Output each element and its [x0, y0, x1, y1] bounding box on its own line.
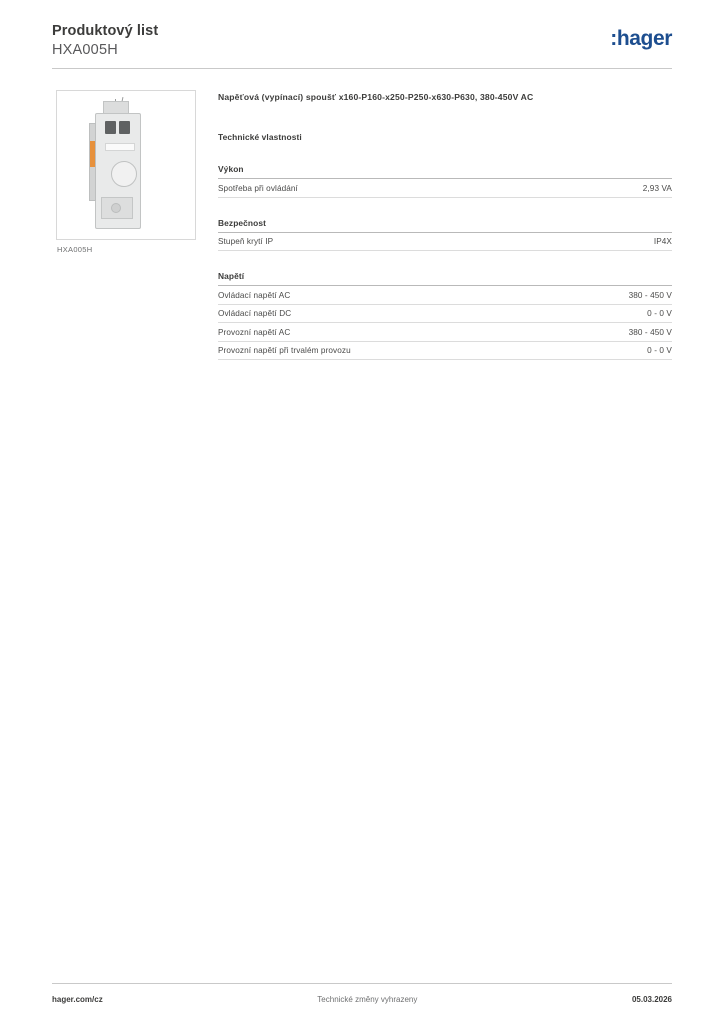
hager-logo: [610, 22, 672, 49]
spec-value: 0 - 0 V: [647, 346, 672, 356]
product-image-frame: [56, 90, 196, 240]
page-header: [52, 22, 672, 59]
spec-label: Provozní napětí AC: [218, 327, 291, 337]
spec-row: [218, 305, 672, 324]
header-titles: [52, 22, 158, 59]
spec-group-title: Výkon: [218, 164, 672, 179]
footer-date: 05.03.2026: [631, 995, 672, 1004]
spec-value: 380 - 450 V: [628, 290, 672, 300]
spec-group-power: [218, 164, 672, 198]
product-reference: HXA005H: [52, 42, 118, 59]
spec-row: [218, 323, 672, 342]
device-base-hole: [111, 203, 121, 213]
spec-group-voltage: [218, 271, 672, 360]
device-knob: [111, 161, 137, 187]
spec-label: Stupeň krytí IP: [218, 237, 274, 247]
spec-value: IP4X: [653, 237, 672, 247]
spec-group-safety: [218, 218, 672, 252]
spec-label: Provozní napětí při trvalém provozu: [218, 346, 351, 356]
device-terminal-1: [105, 121, 116, 134]
device-orange-marker: [90, 141, 95, 167]
spec-row: [218, 233, 672, 252]
device-terminal-2: [119, 121, 130, 134]
spec-row: [218, 286, 672, 305]
page-footer: [52, 995, 672, 1004]
spec-value: 0 - 0 V: [647, 309, 672, 319]
spec-row: [218, 179, 672, 198]
main-content: [218, 92, 672, 360]
spec-group-title: Bezpečnost: [218, 218, 672, 233]
logo-colon-mark: :: [610, 27, 617, 50]
spec-value: 380 - 450 V: [628, 327, 672, 337]
device-label-plate: [105, 143, 135, 151]
logo-wordmark: hager: [616, 27, 672, 50]
section-title-technical: Technické vlastnosti: [218, 132, 302, 143]
spec-value: 2,93 VA: [642, 183, 672, 193]
page-title: Produktový list: [52, 23, 159, 39]
spec-label: Spotřeba při ovládání: [218, 183, 298, 193]
spec-group-title: Napětí: [218, 271, 672, 286]
product-photo: [89, 101, 151, 233]
product-description: Napěťová (vypínací) spoušť x160-P160-x250-P250-x630-P630, 380-450V AC: [218, 92, 534, 102]
spec-label: Ovládací napětí AC: [218, 290, 291, 300]
product-image-caption: HXA005H: [57, 245, 93, 254]
footer-disclaimer: Technické změny vyhrazeny: [317, 995, 418, 1004]
header-divider: [52, 68, 672, 69]
footer-website[interactable]: hager.com/cz: [52, 995, 103, 1004]
spec-row: [218, 342, 672, 361]
footer-divider: [52, 983, 672, 984]
spec-label: Ovládací napětí DC: [218, 309, 292, 319]
